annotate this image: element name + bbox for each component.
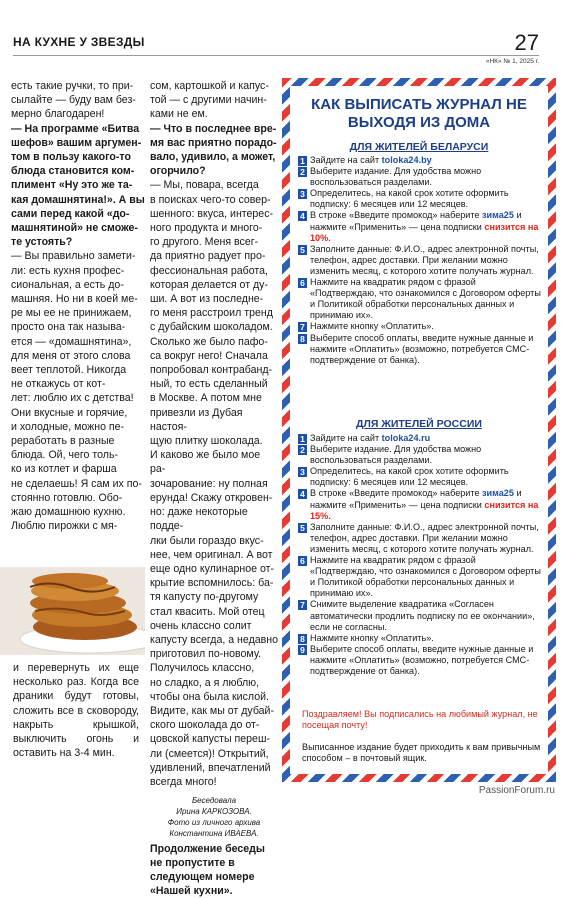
food-photo — [0, 567, 145, 655]
step-text: Заполните данные: Ф.И.О., адрес электронной почты, телефон, адрес доставки. При желании можно изменить месяц, с которого хотите получать журнал. — [310, 243, 539, 276]
credit-line: Беседовала — [191, 796, 237, 806]
section-title: НА КУХНЕ У ЗВЕЗДЫ — [13, 35, 145, 49]
step-text: Нажмите на квадратик рядом с фразой «Подтверждаю, что ознакомился с Договором оферты и Политикой обработки персональных данных и принимаю их». — [310, 555, 541, 599]
step-text: Определитесь, на какой срок хотите оформить подписку: 6 месяцев или 12 месяцев. — [310, 466, 509, 488]
text-line: фессиональная работа, — [150, 264, 268, 277]
subscription-step — [298, 188, 544, 210]
step-number: 1 — [298, 156, 307, 166]
text-line: в Москве. А потом мне — [150, 392, 262, 405]
russia-steps — [298, 433, 544, 677]
article-column-1 — [11, 79, 145, 534]
text-line: да приятно радует про- — [150, 250, 266, 263]
credit-line: Фото из личного архива — [167, 818, 261, 828]
text-line: очень классно солит — [150, 619, 252, 632]
site-link[interactable]: toloka24.ru — [381, 433, 431, 443]
subscription-box — [282, 78, 556, 782]
text-line: ко из котлет и фарша — [11, 463, 117, 476]
text-line: просто она так называ- — [11, 321, 126, 334]
text-line: ского шоколада до от- — [150, 719, 260, 732]
subscription-step — [298, 433, 544, 444]
step-text: Выберите издание. Для удобства можно воспользоваться разделами. — [310, 166, 482, 188]
step-number: 4 — [298, 211, 307, 221]
article-column-2 — [150, 79, 278, 898]
promo-code: зима25 — [482, 488, 514, 499]
text-line: Они вкусные и горячие, — [11, 406, 128, 419]
step-text: Зайдите на сайт toloka24.ru — [310, 433, 431, 443]
subscription-step — [298, 488, 544, 521]
text-line: удивлений, впечатлений — [150, 761, 271, 774]
belarus-steps — [298, 155, 544, 366]
text-line: сиональная, а есть до- — [11, 278, 124, 291]
step-text: В строке «Введите промокод» наберите зима25 и нажмите «Применить» — цена подписки снизится на 15%. — [310, 488, 539, 521]
text-line: том в пользу какого-то — [11, 151, 131, 164]
text-line: не сделаешь! Я сам их по- — [11, 477, 142, 490]
text-line: веет теплотой. Никогда — [11, 364, 127, 377]
text-line: ется — «домашнятина», — [11, 335, 132, 348]
step-number: 9 — [298, 645, 307, 655]
text-line: капусту всегда, а недавно — [150, 633, 279, 646]
text-line: плимент «Ну это же та- — [11, 179, 133, 192]
text-line: — Что в последнее вре- — [150, 122, 277, 135]
step-text: Нажмите кнопку «Оплатить». — [310, 632, 434, 643]
text-line: попробовал контрабанд- — [150, 364, 273, 377]
credit-line: Ирина КАРКОЗОВА. — [176, 807, 252, 817]
site-link[interactable]: toloka24.by — [381, 155, 432, 165]
text-line: ерунда! Скажу откровен- — [150, 491, 273, 504]
subscription-step — [298, 210, 544, 243]
text-line: щую плитку шоколада. — [150, 435, 263, 448]
subscription-step — [298, 644, 544, 677]
text-line: ками не ем. — [150, 108, 208, 121]
text-line: мерно благодарен! — [11, 108, 105, 121]
text-line: стал квасить. Мой отец — [150, 605, 265, 618]
text-line: Получилось классно, — [150, 662, 255, 675]
delivery-note: Выписанное издание будет приходить к вам привычным способом – в почтовый ящик. — [302, 742, 541, 764]
russia-heading: ДЛЯ ЖИТЕЛЕЙ РОССИИ — [356, 418, 482, 430]
step-number: 5 — [298, 523, 307, 533]
subscription-step — [298, 522, 544, 555]
text-line: в поисках чего-то совер- — [150, 193, 271, 206]
step-number: 6 — [298, 556, 307, 566]
text-line: го меня расстроил тренд — [150, 307, 273, 320]
text-line: огорчило? — [150, 165, 206, 178]
step-text: Определитесь, на какой срок хотите оформить подписку: 6 месяцев или 12 месяцев. — [310, 188, 509, 210]
discount-text: снизится на 15%. — [310, 499, 539, 521]
continuation-note: Продолжение беседы не пропустите в следующем номере «Нашей кухни». — [150, 843, 265, 898]
recipe-end-text: и перевернуть их еще несколько раз. Когда все драники будут готовы, сложить все в сковороду, накрыть крышкой, выключить огонь и оставить на 3-4 мин. — [13, 662, 139, 760]
text-line: лет: люблю их с детства! — [11, 392, 134, 405]
step-text: Выберите издание. Для удобства можно воспользоваться разделами. — [310, 444, 482, 466]
step-text: Нажмите кнопку «Оплатить». — [310, 321, 434, 332]
text-line: привезли из Дубая настоя- — [150, 406, 243, 433]
text-line: той — с другими начин- — [150, 94, 267, 107]
step-number: 5 — [298, 245, 307, 255]
step-text: В строке «Введите промокод» наберите зима25 и нажмите «Применить» — цена подписки снизится на 10%. — [310, 210, 539, 243]
text-line: которая делается от ду- — [150, 278, 269, 291]
step-number: 3 — [298, 189, 307, 199]
text-line: мя вас приятно порадо- — [150, 136, 277, 149]
text-line: Сколько же было пафо- — [150, 335, 268, 348]
text-line: для меня от этого слова — [11, 349, 131, 362]
text-line: крытие вспомнилось: ба- — [150, 577, 274, 590]
text-line: реработать в разные — [11, 435, 115, 448]
text-line: цовской капусты переш- — [150, 733, 270, 746]
credit-line: Константина ИВАЕВА. — [169, 829, 259, 839]
text-line: ли (смеется)! Открытий, — [150, 747, 269, 760]
text-line: ного продукта и много- — [150, 222, 263, 235]
text-line: ши. А вот из последне- — [150, 293, 264, 306]
subscription-step — [298, 444, 544, 466]
text-line: сылайте — буду вам без- — [11, 94, 136, 107]
text-line: лки были гораздо вкус- — [150, 534, 264, 547]
text-line: но: даже некоторые подде- — [150, 506, 248, 533]
discount-text: снизится на 10%. — [310, 221, 539, 243]
belarus-heading: ДЛЯ ЖИТЕЛЕЙ БЕЛАРУСИ — [349, 141, 489, 153]
text-line: ный, то есть сделанный — [150, 378, 268, 391]
column-2-text — [150, 79, 278, 789]
text-line: ли: есть кухня профес- — [11, 264, 125, 277]
text-line: го другого. Меня всег- — [150, 236, 259, 249]
text-line: чтобы она была кислой. — [150, 690, 269, 703]
step-text: Снимите выделение квадратика «Согласен автоматически продлить подписку по ее окончании», если не согласны. — [310, 599, 535, 632]
text-line: сами перед какой «до- — [11, 207, 130, 220]
text-line: еще одно кулинарное от- — [150, 562, 275, 575]
text-line: И каково же было мое ра- — [150, 449, 261, 476]
subscription-box-inner — [290, 86, 548, 774]
text-line: шенного: вкуса, интерес- — [150, 207, 274, 220]
text-line: стоянно готовлю. Обо- — [11, 491, 123, 504]
step-number: 6 — [298, 278, 307, 288]
text-line: не откажусь от кот- — [11, 378, 106, 391]
text-line: блюда становится ком- — [11, 165, 135, 178]
subscription-step — [298, 155, 544, 166]
text-line: Люблю пирожки с мя- — [11, 520, 118, 533]
text-line: ре мы ее не принижаем, — [11, 307, 132, 320]
text-line: сом, картошкой и капус- — [150, 80, 269, 92]
text-line: тя капусту по-другому — [150, 591, 259, 604]
step-number: 1 — [298, 434, 307, 444]
subscription-step — [298, 633, 544, 644]
issue-label: «НК» № 1, 2025 г. — [485, 58, 539, 65]
subscription-title — [290, 96, 548, 132]
text-line: и холодные, можно пе- — [11, 420, 125, 433]
text-line: жаю домашнюю кухню. — [11, 506, 126, 519]
promo-code: зима25 — [482, 210, 514, 221]
subscription-step — [298, 599, 544, 632]
title-text: КАК ВЫПИСАТЬ ЖУРНАЛ НЕ ВЫХОДЯ ИЗ ДОМА — [311, 96, 527, 131]
header-rule — [13, 55, 539, 56]
step-text: Заполните данные: Ф.И.О., адрес электронной почты, телефон, адрес доставки. При желании можно изменить месяц, с которого хотите получать журнал. — [310, 521, 539, 554]
subscription-step — [298, 466, 544, 488]
text-line: Видите, как мы от дубай- — [150, 704, 274, 717]
text-line: есть такие ручки, то при- — [11, 80, 134, 92]
text-line: с дубайским шоколадом. — [150, 321, 273, 334]
congrats-note: Поздравляем! Вы подписались на любимый журнал, не посещая почту! — [302, 709, 538, 731]
step-number: 8 — [298, 634, 307, 644]
text-line: всегда много! — [150, 775, 217, 788]
text-line: блюда. Ой, чего толь- — [11, 449, 118, 462]
subscription-step — [298, 244, 544, 277]
text-line: машнятиной» не сможе- — [11, 222, 138, 235]
step-number: 4 — [298, 489, 307, 499]
subscription-step — [298, 166, 544, 188]
text-line: са вокруг него! Сначала — [150, 349, 268, 362]
text-line: те устоять? — [11, 236, 73, 249]
step-text: Выберите способ оплаты, введите нужные данные и нажмите «Оплатить» (возможно, потребуется СМС-подтверждение от банка). — [310, 332, 534, 365]
text-line: — Мы, повара, всегда — [150, 179, 259, 192]
subscription-step — [298, 333, 544, 366]
text-line: зочарование: ну полная — [150, 477, 268, 490]
step-text: Нажмите на квадратик рядом с фразой «Подтверждаю, что ознакомился с Договором оферты и Политикой обработки персональных данных и принимаю их». — [310, 277, 541, 321]
step-number: 2 — [298, 445, 307, 455]
step-number: 3 — [298, 467, 307, 477]
text-line: — Вы правильно замети- — [11, 250, 136, 263]
step-text: Зайдите на сайт toloka24.by — [310, 155, 432, 165]
text-line: вало, удивило, а может, — [150, 151, 276, 164]
text-line: приготовил по-новому. — [150, 648, 262, 661]
step-number: 7 — [298, 322, 307, 332]
step-text: Выберите способ оплаты, введите нужные данные и нажмите «Оплатить» (возможно, потребуется СМС-подтверждение от банка). — [310, 643, 534, 676]
credits — [150, 795, 278, 839]
text-line: кая домашнятина!». А вы — [11, 193, 145, 206]
subscription-step — [298, 277, 544, 321]
text-line: — На программе «Битва — [11, 122, 140, 135]
subscription-step — [298, 321, 544, 332]
subscription-step — [298, 555, 544, 599]
step-number: 2 — [298, 167, 307, 177]
page-number: 27 — [514, 30, 539, 55]
text-line: нее, чем оригинал. А вот — [150, 548, 273, 561]
step-number: 8 — [298, 334, 307, 344]
watermark: PassionForum.ru — [478, 785, 555, 796]
step-number: 7 — [298, 600, 307, 610]
text-line: шефов» вашим аргумен- — [11, 136, 142, 149]
text-line: но сладко, а я люблю, — [150, 676, 260, 689]
text-line: машняя. Но ни в коей ме- — [11, 293, 138, 306]
